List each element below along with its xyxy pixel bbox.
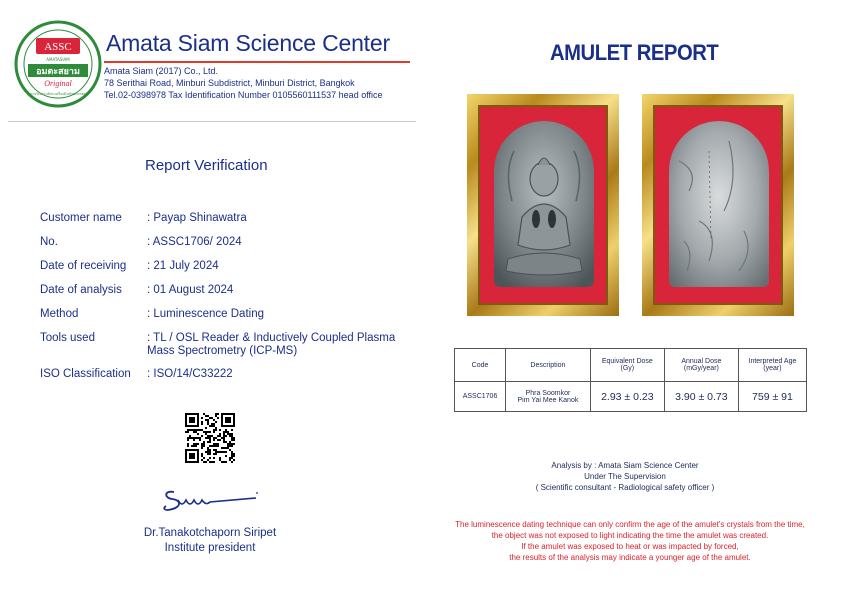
analysis-line-1: Analysis by : Amata Siam Science Center [551,461,699,470]
qr-code [185,413,235,463]
logo-thai-text: อมตะสยาม [36,67,80,77]
signature-image [160,484,260,514]
date-receiving-label: Date of receiving [40,260,127,272]
logo-tag: Original [44,79,72,88]
signer-name: Dr.Tanakotchaporn Siripet [143,527,277,539]
header-annual-dose: Annual Dose (mGy/year) [664,349,738,382]
header-description: Description [506,349,591,382]
date-receiving-value: : 21 July 2024 [147,260,219,272]
tools-used-label: Tools used [40,332,95,344]
assc-logo [14,20,102,108]
signer-title: Institute president [164,542,256,554]
table-row [455,382,807,412]
logo-small-top: AMATASIAM [46,57,70,62]
cell-age: 759 ± 91 [738,382,806,412]
results-table [454,348,807,412]
date-analysis-label: Date of analysis [40,284,122,296]
header-rule [104,61,410,63]
disclaimer-line-3: If the amulet was exposed to heat or was impacted by forced, [521,542,739,551]
table-header-row [455,349,807,382]
logo-abbr: ASSC [44,41,72,53]
disclaimer-line-4: the results of the analysis may indicate a younger age of the amulet. [509,553,751,562]
verification-title: Report Verification [145,157,268,174]
address-line-1: Amata Siam (2017) Co., Ltd. [104,66,219,76]
cell-equivalent-dose: 2.93 ± 0.23 [590,382,664,412]
header-divider [8,121,416,122]
date-analysis-value: : 01 August 2024 [147,284,234,296]
amulet-front-image [494,121,594,287]
logo-small-bottom: ตรวจวิเคราะห์พระเครื่องด้วยวิทยาศาสตร์ [28,92,88,96]
report-title: AMULET REPORT [550,40,719,65]
iso-value: : ISO/14/C33222 [147,368,233,380]
customer-name-label: Customer name [40,212,122,224]
amulet-back-image [669,121,769,287]
cell-annual-dose: 3.90 ± 0.73 [664,382,738,412]
header-code: Code [455,349,506,382]
analysis-line-2: Under The Supervision [584,472,666,481]
customer-name-value: : Payap Shinawatra [147,212,247,224]
report-number-value: : ASSC1706/ 2024 [147,236,242,248]
analysis-line-3: ( Scientific consultant - Radiological safety officer ) [535,483,715,492]
iso-label: ISO Classification [40,368,131,380]
cell-code: ASSC1706 [455,382,506,412]
tools-used-value: : TL / OSL Reader & Inductively Coupled Plasma Mass Spectrometry (ICP-MS) [147,332,396,357]
amulet-back-photo [642,94,794,316]
amulet-front-photo [467,94,619,316]
photo-mat [478,105,608,305]
report-number-label: No. [40,236,58,248]
cell-description: Phra Soomkor Pim Yai Mee Kanok [506,382,591,412]
disclaimer-line-1: The luminescence dating technique can only confirm the age of the amulet's crystals from the time, [455,520,805,529]
method-value: : Luminescence Dating [147,308,264,320]
address-line-3: Tel.02-0398978 Tax Identification Number 0105560111537 head office [104,90,383,100]
disclaimer-line-2: the object was not exposed to light indicating the time the amulet was created. [491,531,769,540]
address-line-2: 78 Serithai Road, Minburi Subdistrict, Minburi District, Bangkok [104,78,355,88]
photo-mat [653,105,783,305]
header-interpreted-age: Interpreted Age (year) [738,349,806,382]
company-title: Amata Siam Science Center [106,30,390,56]
method-label: Method [40,308,79,320]
header-equivalent-dose: Equivalent Dose (Gy) [590,349,664,382]
